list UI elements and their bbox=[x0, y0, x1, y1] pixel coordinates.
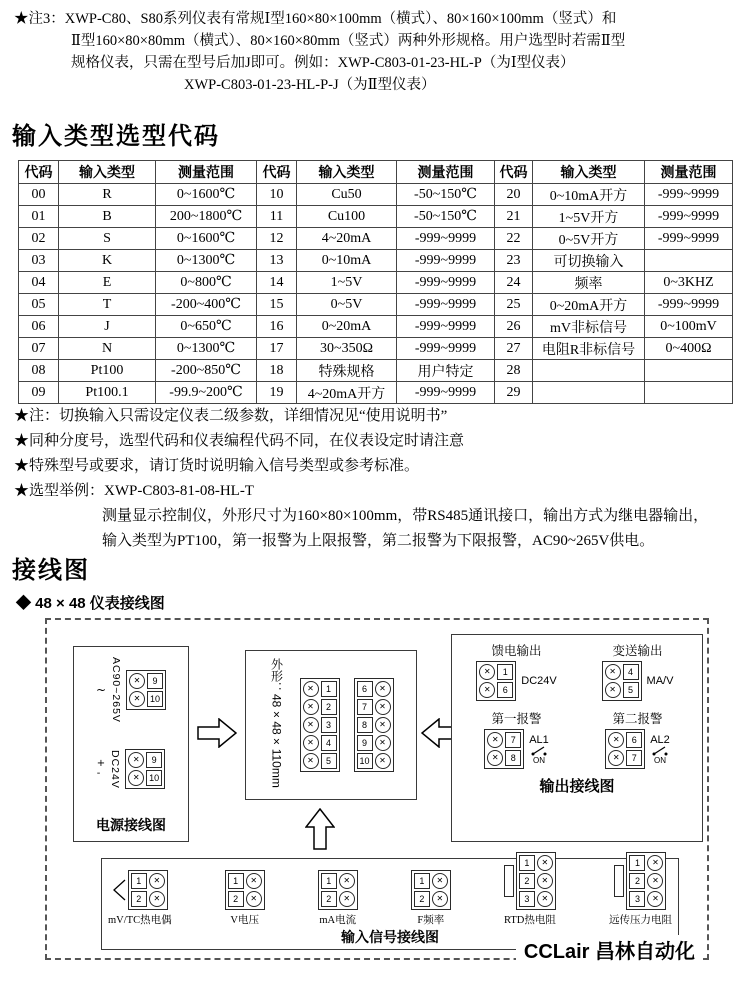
screw-terminal-icon bbox=[375, 753, 391, 769]
table-cell: -200~850℃ bbox=[156, 360, 257, 382]
table-cell: 电阻R非标信号 bbox=[533, 338, 645, 360]
table-cell: 0~400Ω bbox=[645, 338, 733, 360]
table-cell: B bbox=[59, 206, 156, 228]
screw-terminal-icon bbox=[647, 873, 663, 889]
note-line: ★选型举例：XWP-C803-81-08-HL-T bbox=[14, 483, 254, 499]
terminal-number: 7 bbox=[505, 732, 521, 748]
table-cell: 可切换输入 bbox=[533, 250, 645, 272]
column-header: 输入类型 bbox=[59, 161, 156, 184]
column-header: 输入类型 bbox=[297, 161, 397, 184]
table-cell: 200~1800℃ bbox=[156, 206, 257, 228]
table-cell: J bbox=[59, 316, 156, 338]
input-group-tc bbox=[108, 870, 172, 927]
screw-terminal-icon bbox=[487, 750, 503, 766]
terminal-number: 2 bbox=[228, 891, 244, 907]
table-row bbox=[19, 316, 733, 338]
alarm1-group bbox=[456, 709, 577, 769]
screw-terminal-icon bbox=[647, 891, 663, 907]
table-cell bbox=[645, 382, 733, 404]
table-cell: -999~9999 bbox=[397, 338, 495, 360]
column-header: 测量范围 bbox=[156, 161, 257, 184]
ac-voltage-label: AC90~265V bbox=[110, 657, 123, 723]
table-cell bbox=[645, 250, 733, 272]
example-line: 测量显示控制仪，外形尺寸为160×80×100mm，带RS485通讯接口，输出方式为继电器输出， bbox=[102, 508, 709, 524]
column-header: 输入类型 bbox=[533, 161, 645, 184]
table-cell: 14 bbox=[257, 272, 297, 294]
table-cell: 1~5V开方 bbox=[533, 206, 645, 228]
table-row bbox=[19, 228, 733, 250]
terminal-number: 3 bbox=[629, 891, 645, 907]
screw-terminal-icon bbox=[303, 699, 319, 715]
alarm1-on-label: ON bbox=[532, 755, 545, 765]
input-group-remote-resistor bbox=[609, 852, 672, 927]
table-cell: Cu100 bbox=[297, 206, 397, 228]
output-box-caption: 输出接线图 bbox=[539, 778, 615, 795]
terminal-number: 9 bbox=[147, 673, 163, 689]
thermocouple-icon bbox=[112, 878, 126, 902]
terminal-number: 1 bbox=[321, 873, 337, 889]
rtd-resistor-icon bbox=[504, 865, 514, 897]
table-cell: 0~5V bbox=[297, 294, 397, 316]
screw-terminal-icon bbox=[537, 891, 553, 907]
terminal-number: 4 bbox=[623, 664, 639, 680]
group-title: 第二报警 bbox=[612, 712, 663, 726]
note-line: ★注：切换输入只需设定仪表二级参数，详细情况见“使用说明书” bbox=[14, 408, 448, 424]
table-cell: -999~9999 bbox=[397, 294, 495, 316]
terminal-number: 10 bbox=[146, 770, 162, 786]
arrow-up-icon bbox=[305, 808, 335, 850]
screw-terminal-icon bbox=[128, 770, 144, 786]
screw-terminal-icon bbox=[375, 699, 391, 715]
terminal-number: 5 bbox=[321, 753, 337, 769]
transmit-output-terminals bbox=[602, 661, 642, 701]
table-cell: 4~20mA开方 bbox=[297, 382, 397, 404]
transmit-output-group bbox=[577, 641, 698, 701]
note-line: ★注3：XWP-C80、S80系列仪表有常规Ⅰ型160×80×100mm（横式）、80×160×100mm（竖式）和 bbox=[14, 11, 617, 27]
table-cell: -999~9999 bbox=[397, 272, 495, 294]
table-cell: 07 bbox=[19, 338, 59, 360]
terminal-number: 1 bbox=[629, 855, 645, 871]
brand-logo: CCLair 昌林自动化 bbox=[516, 935, 703, 964]
table-cell: 0~1600℃ bbox=[156, 184, 257, 206]
alarm1-label: AL1 bbox=[529, 733, 549, 746]
table-cell: 10 bbox=[257, 184, 297, 206]
terminal-number: 1 bbox=[321, 681, 337, 697]
screw-terminal-icon bbox=[479, 664, 495, 680]
table-cell: E bbox=[59, 272, 156, 294]
table-cell: 30~350Ω bbox=[297, 338, 397, 360]
terminal-number: 1 bbox=[414, 873, 430, 889]
table-cell: 12 bbox=[257, 228, 297, 250]
group-title: 第一报警 bbox=[491, 712, 542, 726]
screw-terminal-icon bbox=[605, 682, 621, 698]
table-cell: mV非标信号 bbox=[533, 316, 645, 338]
table-row bbox=[19, 294, 733, 316]
arrow-right-icon bbox=[197, 718, 237, 748]
screw-terminal-icon bbox=[149, 891, 165, 907]
table-cell bbox=[533, 382, 645, 404]
screw-terminal-icon bbox=[432, 891, 448, 907]
terminal-number: 7 bbox=[357, 699, 373, 715]
input-group-label: V电压 bbox=[230, 915, 259, 926]
table-cell: 18 bbox=[257, 360, 297, 382]
screw-terminal-icon bbox=[479, 682, 495, 698]
table-cell: 0~10mA开方 bbox=[533, 184, 645, 206]
table-cell: 08 bbox=[19, 360, 59, 382]
table-cell: 09 bbox=[19, 382, 59, 404]
input-group-label: 远传压力电阻 bbox=[608, 915, 672, 926]
plus-symbol: + bbox=[96, 757, 106, 769]
screw-terminal-icon bbox=[375, 735, 391, 751]
table-cell: 05 bbox=[19, 294, 59, 316]
tc-terminals bbox=[128, 870, 168, 910]
table-cell: 20 bbox=[495, 184, 533, 206]
table-row bbox=[19, 382, 733, 404]
table-cell: 17 bbox=[257, 338, 297, 360]
dc-terminal-block bbox=[125, 749, 165, 789]
terminal-number: 8 bbox=[505, 750, 521, 766]
screw-terminal-icon bbox=[432, 873, 448, 889]
terminal-number: 5 bbox=[623, 682, 639, 698]
table-cell: 特殊规格 bbox=[297, 360, 397, 382]
table-cell: 22 bbox=[495, 228, 533, 250]
input-group-label: RTD热电阻 bbox=[503, 915, 556, 926]
terminal-number: 3 bbox=[321, 717, 337, 733]
table-cell: 0~650℃ bbox=[156, 316, 257, 338]
ac-power-group bbox=[96, 657, 166, 723]
screw-terminal-icon bbox=[375, 717, 391, 733]
table-cell: 0~800℃ bbox=[156, 272, 257, 294]
table-cell bbox=[533, 360, 645, 382]
input-group-label: F频率 bbox=[417, 915, 445, 926]
terminal-number: 6 bbox=[626, 732, 642, 748]
meter-left-terminal-block bbox=[300, 678, 340, 772]
table-cell: -999~9999 bbox=[397, 316, 495, 338]
screw-terminal-icon bbox=[303, 753, 319, 769]
table-cell: N bbox=[59, 338, 156, 360]
screw-terminal-icon bbox=[487, 732, 503, 748]
note-line: Ⅱ型160×80×80mm（横式）、80×160×80mm（竖式）两种外形规格。用户选型时若需Ⅱ型 bbox=[71, 33, 626, 49]
alarm1-terminals bbox=[484, 729, 524, 769]
transmit-output-label: MA/V bbox=[646, 675, 674, 687]
input-group-frequency bbox=[411, 870, 451, 927]
table-cell: 03 bbox=[19, 250, 59, 272]
remote-resistor-icon bbox=[614, 865, 624, 897]
alarm2-on-label: ON bbox=[653, 755, 666, 765]
table-cell: 01 bbox=[19, 206, 59, 228]
table-row bbox=[19, 338, 733, 360]
terminal-number: 1 bbox=[497, 664, 513, 680]
table-cell: 0~1300℃ bbox=[156, 338, 257, 360]
table-cell: 21 bbox=[495, 206, 533, 228]
ac-terminal-block bbox=[126, 670, 166, 710]
power-wiring-box bbox=[73, 646, 189, 842]
screw-terminal-icon bbox=[647, 855, 663, 871]
terminal-number: 7 bbox=[626, 750, 642, 766]
column-header: 测量范围 bbox=[397, 161, 495, 184]
column-header: 代码 bbox=[19, 161, 59, 184]
table-cell: 0~5V开方 bbox=[533, 228, 645, 250]
terminal-number: 1 bbox=[519, 855, 535, 871]
table-cell: -999~9999 bbox=[645, 184, 733, 206]
table-cell: 0~20mA开方 bbox=[533, 294, 645, 316]
table-cell: 0~1300℃ bbox=[156, 250, 257, 272]
meter-terminal-box bbox=[245, 650, 417, 800]
table-cell: 0~3KHZ bbox=[645, 272, 733, 294]
input-groups bbox=[108, 858, 672, 927]
voltage-terminals bbox=[225, 870, 265, 910]
column-header: 代码 bbox=[495, 161, 533, 184]
table-row bbox=[19, 360, 733, 382]
table-cell: 11 bbox=[257, 206, 297, 228]
screw-terminal-icon bbox=[608, 750, 624, 766]
terminal-number: 10 bbox=[147, 691, 163, 707]
group-title: 变送输出 bbox=[612, 644, 663, 658]
table-cell: 04 bbox=[19, 272, 59, 294]
table-cell: 29 bbox=[495, 382, 533, 404]
remote-resistor-terminals bbox=[626, 852, 666, 910]
table-row bbox=[19, 184, 733, 206]
input-box-caption: 输入信号接线图 bbox=[341, 929, 439, 945]
table-cell: 13 bbox=[257, 250, 297, 272]
table-cell bbox=[645, 360, 733, 382]
feed-output-label: DC24V bbox=[521, 675, 557, 687]
terminal-number: 3 bbox=[519, 891, 535, 907]
screw-terminal-icon bbox=[339, 873, 355, 889]
output-wiring-box bbox=[451, 634, 703, 842]
screw-terminal-icon bbox=[537, 855, 553, 871]
minus-symbol: - bbox=[96, 767, 101, 779]
feed-output-group bbox=[456, 641, 577, 701]
table-cell: -999~9999 bbox=[645, 228, 733, 250]
table-cell: 00 bbox=[19, 184, 59, 206]
column-header: 代码 bbox=[257, 161, 297, 184]
table-header-row bbox=[19, 161, 733, 184]
group-title: 馈电输出 bbox=[491, 644, 542, 658]
table-cell: -999~9999 bbox=[397, 228, 495, 250]
table-cell: 19 bbox=[257, 382, 297, 404]
screw-terminal-icon bbox=[246, 891, 262, 907]
section-heading-input-codes: 输入类型选型代码 bbox=[12, 123, 220, 150]
table-cell: -99.9~200℃ bbox=[156, 382, 257, 404]
terminal-number: 4 bbox=[321, 735, 337, 751]
table-cell: -50~150℃ bbox=[397, 184, 495, 206]
input-group-label: mA电流 bbox=[319, 915, 357, 926]
terminal-number: 1 bbox=[228, 873, 244, 889]
terminal-number: 8 bbox=[357, 717, 373, 733]
alarm2-label: AL2 bbox=[650, 733, 670, 746]
example-line: 输入类型为PT100，第一报警为上限报警，第二报警为下限报警，AC90~265V供电。 bbox=[102, 533, 655, 549]
input-type-table-body bbox=[19, 184, 733, 404]
table-cell: 16 bbox=[257, 316, 297, 338]
terminal-number: 2 bbox=[519, 873, 535, 889]
table-cell: -999~9999 bbox=[397, 382, 495, 404]
table-cell: 06 bbox=[19, 316, 59, 338]
wiring-diagram bbox=[45, 618, 709, 963]
table-cell: Pt100 bbox=[59, 360, 156, 382]
table-cell: 02 bbox=[19, 228, 59, 250]
table-cell: S bbox=[59, 228, 156, 250]
input-type-table bbox=[18, 160, 733, 404]
table-cell: Cu50 bbox=[297, 184, 397, 206]
note-3 bbox=[14, 8, 740, 96]
alarm2-group bbox=[577, 709, 698, 769]
table-cell: 频率 bbox=[533, 272, 645, 294]
note-line: ★同种分度号，选型代码和仪表编程代码不同，在仪表设定时请注意 bbox=[14, 433, 465, 449]
table-cell: -999~9999 bbox=[645, 206, 733, 228]
note-line: XWP-C803-01-23-HL-P-J（为Ⅱ型仪表） bbox=[184, 77, 436, 93]
input-group-label: mV/TC热电偶 bbox=[108, 915, 172, 926]
screw-terminal-icon bbox=[605, 664, 621, 680]
table-cell: -50~150℃ bbox=[397, 206, 495, 228]
dc-polarity-marks bbox=[97, 759, 105, 779]
screw-terminal-icon bbox=[608, 732, 624, 748]
table-cell: 1~5V bbox=[297, 272, 397, 294]
frequency-terminals bbox=[411, 870, 451, 910]
terminal-number: 2 bbox=[321, 699, 337, 715]
meter-right-terminal-block bbox=[354, 678, 394, 772]
input-group-rtd bbox=[504, 852, 556, 927]
terminal-number: 9 bbox=[357, 735, 373, 751]
table-cell: 0~20mA bbox=[297, 316, 397, 338]
meter-size-label: 外形：48×48×110mm bbox=[269, 658, 284, 788]
table-cell: T bbox=[59, 294, 156, 316]
notes-block bbox=[14, 404, 740, 554]
table-cell: 15 bbox=[257, 294, 297, 316]
screw-terminal-icon bbox=[303, 681, 319, 697]
table-cell: 24 bbox=[495, 272, 533, 294]
column-header: 测量范围 bbox=[645, 161, 733, 184]
table-row bbox=[19, 206, 733, 228]
output-groups bbox=[456, 641, 698, 769]
table-cell: R bbox=[59, 184, 156, 206]
input-group-voltage bbox=[225, 870, 265, 927]
feed-output-terminals bbox=[476, 661, 516, 701]
screw-terminal-icon bbox=[303, 717, 319, 733]
alarm2-terminals bbox=[605, 729, 645, 769]
terminal-number: 2 bbox=[414, 891, 430, 907]
terminal-number: 1 bbox=[131, 873, 147, 889]
screw-terminal-icon bbox=[537, 873, 553, 889]
terminal-number: 2 bbox=[131, 891, 147, 907]
terminal-number: 9 bbox=[146, 752, 162, 768]
ac-tilde-symbol: ~ bbox=[95, 682, 107, 697]
dc-voltage-label: DC24V bbox=[109, 749, 122, 789]
current-terminals bbox=[318, 870, 358, 910]
table-cell: 28 bbox=[495, 360, 533, 382]
table-cell: 0~10mA bbox=[297, 250, 397, 272]
diagram-subtitle: ◆ 48 × 48 仪表接线图 bbox=[16, 595, 165, 612]
table-row bbox=[19, 250, 733, 272]
screw-terminal-icon bbox=[375, 681, 391, 697]
terminal-number: 2 bbox=[321, 891, 337, 907]
screw-terminal-icon bbox=[246, 873, 262, 889]
section-heading-wiring: 接线图 bbox=[12, 557, 90, 584]
terminal-number: 6 bbox=[497, 682, 513, 698]
note-line: 规格仪表，只需在型号后加J即可。例如：XWP-C803-01-23-HL-P（为Ⅰ型仪表） bbox=[71, 55, 575, 71]
note-line: ★特殊型号或要求，请订货时说明输入信号类型或参考标准。 bbox=[14, 458, 420, 474]
table-cell: 0~1600℃ bbox=[156, 228, 257, 250]
table-cell: Pt100.1 bbox=[59, 382, 156, 404]
screw-terminal-icon bbox=[129, 691, 145, 707]
terminal-number: 10 bbox=[357, 753, 373, 769]
table-cell: 23 bbox=[495, 250, 533, 272]
table-cell: 4~20mA bbox=[297, 228, 397, 250]
terminal-number: 2 bbox=[629, 873, 645, 889]
table-cell: 27 bbox=[495, 338, 533, 360]
input-group-current bbox=[318, 870, 358, 927]
terminal-number: 6 bbox=[357, 681, 373, 697]
screw-terminal-icon bbox=[339, 891, 355, 907]
screw-terminal-icon bbox=[149, 873, 165, 889]
screw-terminal-icon bbox=[128, 752, 144, 768]
table-cell: 0~100mV bbox=[645, 316, 733, 338]
screw-terminal-icon bbox=[303, 735, 319, 751]
switch-icon bbox=[531, 746, 547, 756]
table-row bbox=[19, 272, 733, 294]
switch-icon bbox=[652, 746, 668, 756]
rtd-terminals bbox=[516, 852, 556, 910]
table-cell: 26 bbox=[495, 316, 533, 338]
table-cell: -200~400℃ bbox=[156, 294, 257, 316]
table-cell: -999~9999 bbox=[645, 294, 733, 316]
screw-terminal-icon bbox=[129, 673, 145, 689]
power-box-caption: 电源接线图 bbox=[96, 816, 166, 833]
table-cell: 25 bbox=[495, 294, 533, 316]
table-cell: K bbox=[59, 250, 156, 272]
table-cell: -999~9999 bbox=[397, 250, 495, 272]
dc-power-group bbox=[97, 749, 165, 789]
table-cell: 用户特定 bbox=[397, 360, 495, 382]
